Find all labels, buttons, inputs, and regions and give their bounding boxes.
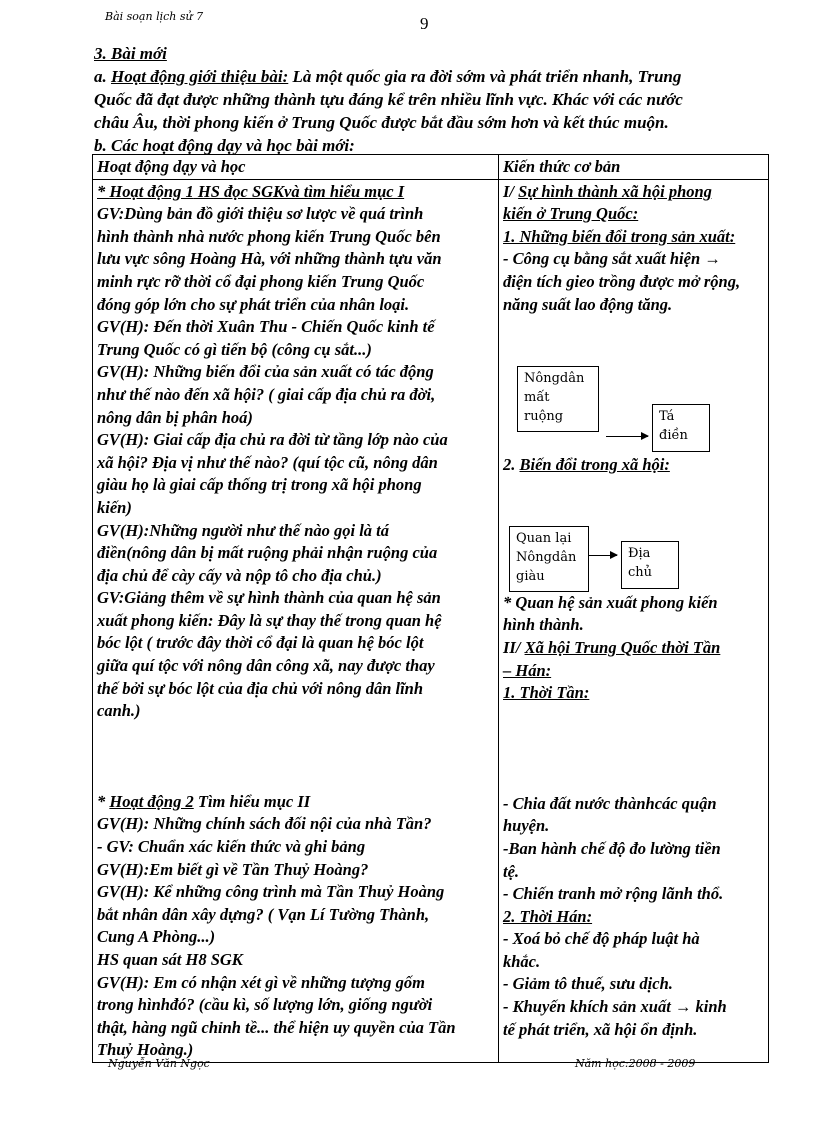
right-text-line: tệ. <box>503 861 520 881</box>
left-text-line: trong hìnhđó? (cầu kì, số lượng lớn, giống người <box>97 995 433 1015</box>
sub-1-heading: 1. Những biến đổi trong sản xuất: <box>503 226 736 246</box>
part-a-text-2: Quốc đã đạt được những thành tựu đáng kể trên nhiều lĩnh vực. Khác với các nước <box>94 90 683 109</box>
diagram-2-target-box: Địa chủ <box>621 541 679 589</box>
left-text-line: thật, hàng ngũ chỉnh tề... thể hiện uy quyền của Tần <box>97 1017 456 1037</box>
text-2b: hình thành. <box>503 615 584 635</box>
left-text-line: kiến) <box>97 497 132 517</box>
col-left-header: Hoạt động dạy và học <box>93 155 499 180</box>
left-text-line: GV(H): Em có nhận xét gì về những tượng gốm <box>97 972 425 992</box>
left-text-line: địa chủ để cày cấy và nộp tô cho địa chủ.) <box>97 565 382 585</box>
diagram-1-target-box: Tá điền <box>652 404 710 452</box>
footer-author: Nguyễn Văn Ngọc <box>108 1057 210 1070</box>
right-text-line: tế phát triển, xã hội ổn định. <box>503 1019 698 1039</box>
left-text-line: minh rực rỡ thời cổ đại phong kiến Trung Quốc <box>97 271 425 291</box>
left-text-line: GV:Giảng thêm về sự hình thành của quan hệ sản <box>97 588 441 608</box>
diagram-2-source-box: Quan lại Nôngdân giàu <box>509 526 589 592</box>
left-text-line: GV(H): Kể những công trình mà Tần Thuỷ Hoàng <box>97 882 445 902</box>
left-text-line: HS quan sát H8 SGK <box>97 950 243 969</box>
activity-2-heading: * Hoạt động 2 Tìm hiểu mục II <box>97 791 311 811</box>
footer-school-year: Năm học:2008 - 2009 <box>575 1057 696 1070</box>
right-text-line: - Chia đất nước thànhcác quận <box>503 793 717 813</box>
diagram-2-arrow <box>588 555 617 557</box>
diagram-1-arrow <box>606 436 648 438</box>
right-text-line: huyện. <box>503 816 550 836</box>
left-text-line: Cung A Phòng...) <box>97 927 216 947</box>
part-a-label: a. <box>94 67 107 86</box>
part-a-text-1: Là một quốc gia ra đời sớm và phát triển nhanh, Trung <box>288 67 682 86</box>
left-text-line: bóc lột ( trước đây thời cổ đại là quan hệ bóc lột <box>97 633 424 653</box>
left-text-line: xuất phong kiến: Đây là sự thay thế trong quan hệ <box>97 610 442 630</box>
diagram-1-source-box: Nôngdân mất ruộng <box>517 366 599 432</box>
right-content <box>499 179 769 1062</box>
sub-2-heading: 2. Biến đổi trong xã hội: <box>503 455 670 475</box>
left-text-line: GV(H): Những biến đổi của sản xuất có tác động <box>97 362 434 382</box>
left-text-line: hình thành nhà nước phong kiến Trung Quốc bên <box>97 226 441 246</box>
header-title: Bài soạn lịch sử 7 <box>105 10 204 23</box>
left-text-line: như thế nào đến xã hội? ( giai cấp địa chủ ra đời, <box>97 384 436 404</box>
left-text-line: giàu họ là giai cấp thống trị trong xã hội phong <box>97 475 422 495</box>
left-content <box>93 179 499 1062</box>
left-text-line: điền(nông dân bị mất ruộng phải nhận ruộng của <box>97 543 438 563</box>
right-text-line: - Khuyến khích sản xuất → kinh <box>503 997 727 1017</box>
section-1-heading: I/ Sự hình thành xã hội phong <box>503 181 712 201</box>
left-text-line: GV(H): Đến thời Xuân Thu - Chiến Quốc kinh tế <box>97 317 435 337</box>
left-text-line: thế bởi sự bóc lột của địa chủ với nông dân lĩnh <box>97 678 424 698</box>
left-text-line: bắt nhân dân xây dựng? ( Vạn Lí Tường Thành, <box>97 904 430 924</box>
intro-section <box>94 42 794 157</box>
col-right-header: Kiến thức cơ bản <box>499 155 769 180</box>
left-text-line: nông dân bị phân hoá) <box>97 407 253 427</box>
left-text-line: đóng góp lớn cho sự phát triển của nhân loại. <box>97 294 410 314</box>
right-text-line: - Chiến tranh mở rộng lãnh thổ. <box>503 884 724 904</box>
right-text-line: - Giảm tô thuế, sưu dịch. <box>503 974 673 994</box>
page-number: 9 <box>420 14 429 33</box>
left-text-line: GV(H):Những người như thế nào gọi là tá <box>97 520 390 540</box>
left-text-line: GV(H): Những chính sách đối nội của nhà Tần? <box>97 814 432 834</box>
part-b-title: b. Các hoạt động dạy và học bài mới: <box>94 136 355 155</box>
left-text-line: giữa quí tộc với nông dân công xã, nay được thay <box>97 656 435 676</box>
right-text-line: - Xoá bỏ chế độ pháp luật hà <box>503 929 700 949</box>
sub-3-heading: 1. Thời Tần: <box>503 683 590 703</box>
text-1c: năng suất lao động tăng. <box>503 294 673 314</box>
right-text-line: -Ban hành chế độ đo lường tiền <box>503 838 721 858</box>
left-text-line: - GV: Chuẩn xác kiến thức và ghi bảng <box>97 837 366 857</box>
section-title: 3. Bài mới <box>94 44 167 63</box>
left-text-line: canh.) <box>97 701 141 721</box>
left-text-line: lưu vực sông Hoàng Hà, với những thành tựu văn <box>97 249 442 269</box>
right-text-line: khắc. <box>503 951 541 971</box>
left-text-line: Thuỷ Hoàng.) <box>97 1040 194 1060</box>
lesson-table <box>92 154 769 1063</box>
text-2a: * Quan hệ sản xuất phong kiến <box>503 592 718 612</box>
text-1b: điện tích gieo trồng được mở rộng, <box>503 271 741 291</box>
part-a-title: Hoạt động giới thiệu bài: <box>111 67 289 86</box>
part-a-text-3: châu Âu, thời phong kiến ở Trung Quốc được bắt đầu sớm hơn và kết thúc muộn. <box>94 113 669 132</box>
left-text-line: Trung Quốc có gì tiến bộ (công cụ sắt...) <box>97 339 372 359</box>
left-text-line: GV:Dùng bản đồ giới thiệu sơ lược về quá trình <box>97 204 424 224</box>
section-1-heading-cont: kiến ở Trung Quốc: <box>503 204 639 224</box>
left-text-line: xã hội? Địa vị như thế nào? (quí tộc cũ, nông dân <box>97 452 438 472</box>
section-2-heading-cont: – Hán: <box>503 660 552 680</box>
left-text-line: GV(H):Em biết gì về Tần Thuỷ Hoàng? <box>97 859 369 879</box>
left-text-line: GV(H): Giai cấp địa chủ ra đời từ tầng lớp nào của <box>97 430 448 450</box>
activity-1-heading: * Hoạt động 1 HS đọc SGKvà tìm hiểu mục I <box>97 181 405 201</box>
text-1a: - Công cụ bằng sắt xuất hiện → <box>503 249 721 269</box>
section-2-heading: II/ Xã hội Trung Quốc thời Tần <box>503 637 721 657</box>
sub-4-heading: 2. Thời Hán: <box>503 906 593 926</box>
